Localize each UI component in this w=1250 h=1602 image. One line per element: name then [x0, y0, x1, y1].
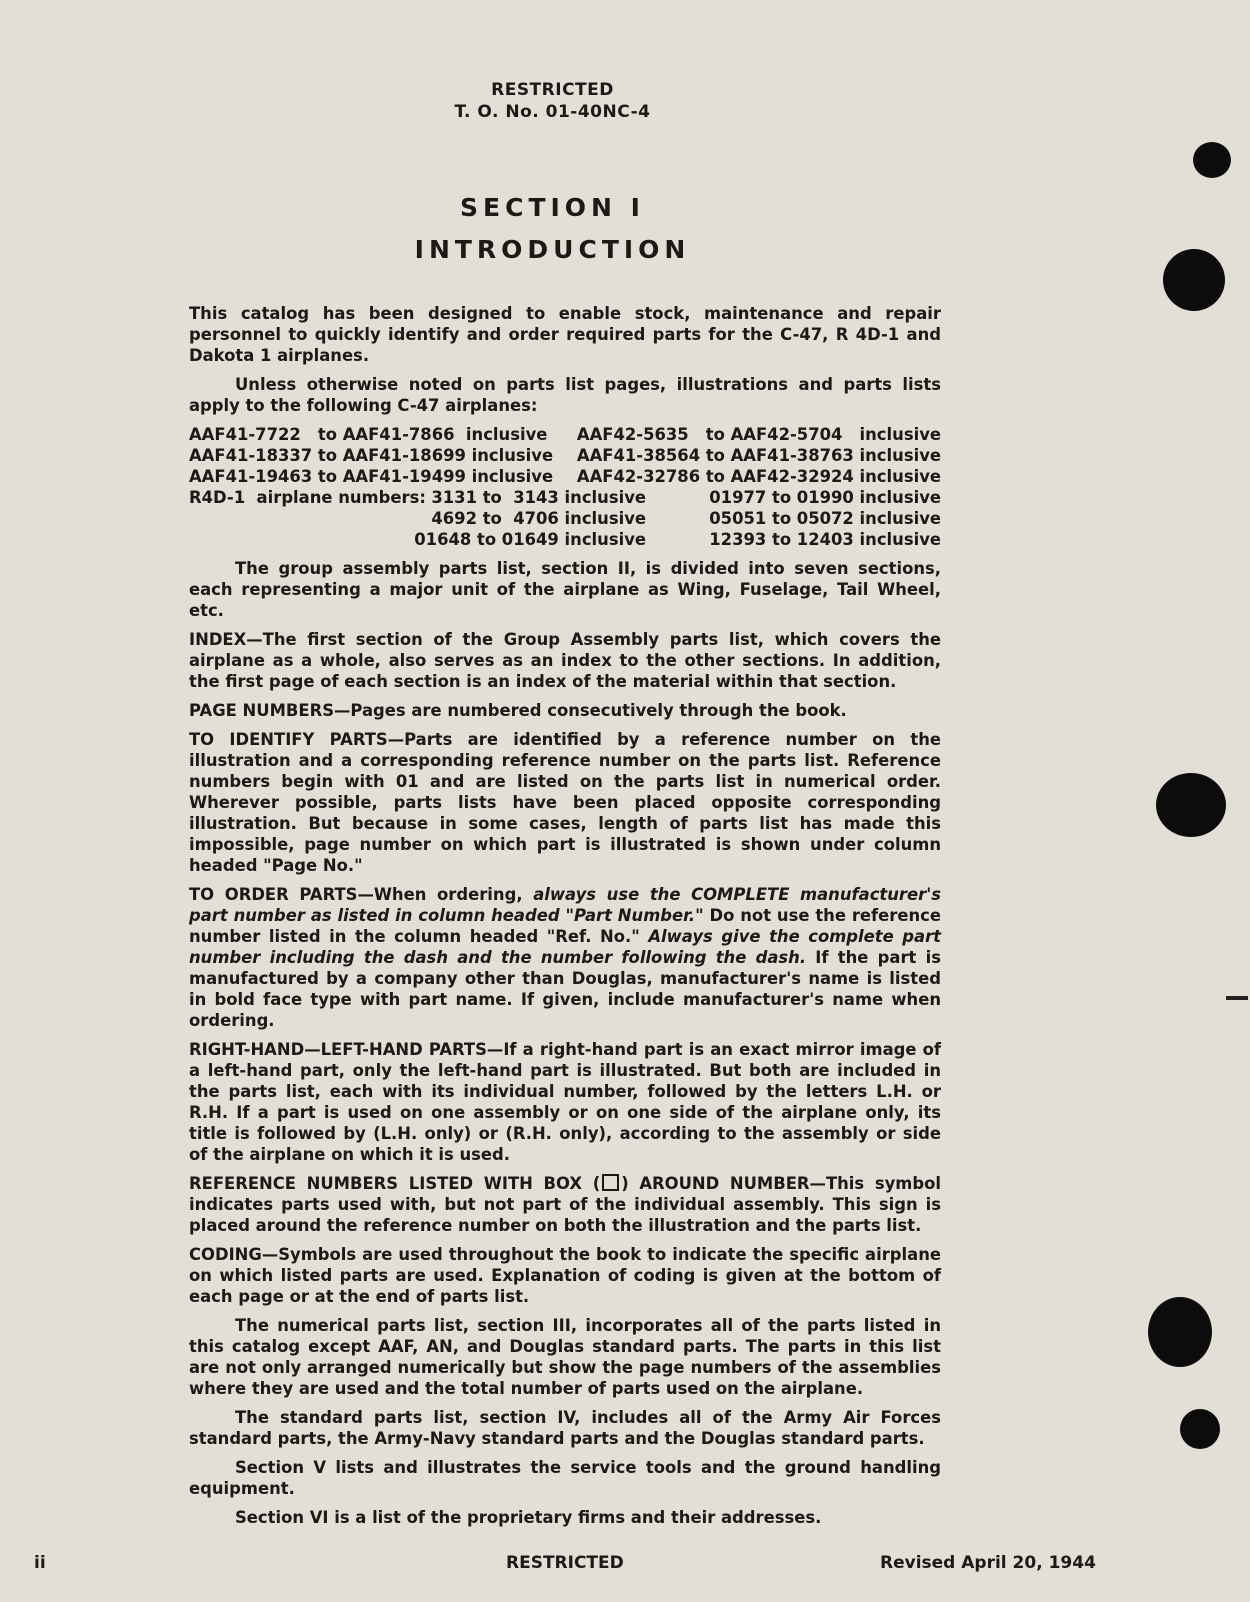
binder-hole-icon	[1180, 1409, 1220, 1449]
page-numbers-text: Pages are numbered consecutively through the book.	[350, 701, 847, 720]
serial-range: 3131 to 3143 inclusive	[431, 488, 646, 507]
serial-row	[189, 508, 941, 529]
order-text: If the part is manufactured by a company other than Douglas, manufacturer's name is listed in bold face type with part name. If given, include manufacturer's name when ordering.	[189, 948, 941, 1030]
standard-list-paragraph: The standard parts list, section IV, includes all of the Army Air Forces standard parts, the Army-Navy standard parts and the Douglas standard parts.	[189, 1408, 941, 1448]
binder-hole-icon	[1156, 773, 1226, 837]
intro-paragraph: This catalog has been designed to enable stock, maintenance and repair personnel to quickly identify and order required parts for the C-47, R 4D-1 and Dakota 1 airplanes.	[189, 304, 941, 365]
serial-row	[189, 487, 941, 508]
serial-row	[189, 424, 941, 445]
rhlh-heading: RIGHT-HAND—LEFT-HAND PARTS—	[189, 1040, 504, 1059]
index-paragraph	[189, 629, 941, 692]
binder-hole-icon	[1148, 1297, 1212, 1367]
serial-range: 05051 to 05072 inclusive	[709, 509, 941, 528]
section-vi-paragraph: Section VI is a list of the proprietary firms and their addresses.	[235, 1508, 822, 1527]
serial-range: AAF41-19463 to AAF41-19499 inclusive	[189, 467, 554, 486]
right-left-hand-paragraph	[189, 1039, 941, 1165]
index-heading: INDEX—	[189, 630, 263, 649]
order-text: listed in the column headed "Ref. No."	[260, 927, 649, 946]
serial-range: 01977 to 01990 inclusive	[709, 488, 941, 507]
section-title: INTRODUCTION	[414, 235, 691, 264]
section-number: SECTION I	[460, 193, 645, 222]
margin-mark-icon	[1226, 996, 1248, 1000]
serial-range: AAF41-38564 to AAF41-38763 inclusive	[576, 446, 941, 465]
page-numbers-paragraph	[189, 700, 941, 721]
coding-paragraph	[189, 1244, 941, 1307]
order-emphasis: always use the COMPLETE manufacturer's part number as listed in column headed "Part Number."	[189, 885, 941, 925]
serial-range: 01648 to 01649 inclusive	[414, 530, 646, 549]
group-assembly-paragraph: The group assembly parts list, section II, is divided into seven sections, each representing a major unit of the airplane as Wing, Fuselage, Tail Wheel, etc.	[189, 559, 941, 620]
serial-range: AAF41-7722 to AAF41-7866 inclusive	[189, 425, 548, 444]
rhlh-text: If a right-hand part is an exact mirror image of a left-hand part, only the left-hand part is illustrated. But both are included in the parts list, each with its individual number, followed by the letters L.H. or R.H. If a part is used on one assembly or on one side of the airplane only, its title is followed by (L.H. only) or (R.H. only), according to the assembly or side of the airplane on which it is used.	[189, 1040, 942, 1164]
r4d-label: R4D-1 airplane numbers:	[189, 488, 426, 507]
reference-box-paragraph	[189, 1173, 941, 1236]
order-heading: TO ORDER PARTS—	[189, 885, 374, 904]
footer-revision-date: Revised April 20, 1944	[880, 1553, 1096, 1573]
numerical-list-paragraph: The numerical parts list, section III, incorporates all of the parts listed in this catalog except AAF, AN, and Douglas standard parts. The parts in this list are not only arranged numerically but show the page numbers of the assemblies where they are used and the total number of parts used on the airplane.	[189, 1316, 941, 1398]
section-v-paragraph: Section V lists and illustrates the service tools and the ground handling equipment.	[189, 1458, 941, 1498]
body-text	[189, 303, 941, 1536]
identify-text: Parts are identified by a reference number on the illustration and a corresponding reference number on the parts list. Reference numbers begin with 01 and are listed on the parts list in numerical order. Wherever possible, parts lists have been placed opposite corresponding illustration. But because in some cases, length of parts list has made this impossible, page number on which part is illustrated is shown under column headed "Page No."	[189, 730, 941, 875]
serial-row	[189, 529, 941, 550]
refbox-text: This symbol indicates parts used with, but not part of the individual assembly. This sign is placed around the reference number on both the illustration and the parts list.	[189, 1174, 941, 1235]
serial-row	[189, 466, 941, 487]
order-text: When ordering,	[373, 885, 534, 904]
serial-number-table	[189, 424, 941, 550]
serial-range: AAF42-5635 to AAF42-5704 inclusive	[576, 425, 941, 444]
binder-hole-icon	[1163, 249, 1225, 311]
identify-parts-paragraph	[189, 729, 941, 876]
index-text: The first section of the Group Assembly parts list, which covers the airplane as a whole, also serves as an index to the other sections. In addition, the first page of each section is an index of the material within that section.	[189, 630, 941, 691]
refbox-heading: ) AROUND NUMBER—	[621, 1174, 826, 1193]
order-emphasis: Always give the complete part number including the dash and the number following the dash.	[189, 927, 942, 967]
binder-hole-icon	[1193, 142, 1231, 178]
serial-row	[189, 445, 941, 466]
order-parts-paragraph	[189, 884, 941, 1031]
serial-range: 4692 to 4706 inclusive	[431, 509, 646, 528]
footer-page-number: ii	[34, 1553, 46, 1573]
applicability-paragraph: Unless otherwise noted on parts list pages, illustrations and parts lists apply to the following C-47 airplanes:	[189, 375, 941, 415]
identify-heading: TO IDENTIFY PARTS—	[189, 730, 405, 749]
serial-range: 12393 to 12403 inclusive	[709, 530, 941, 549]
serial-range: AAF41-18337 to AAF41-18699 inclusive	[189, 446, 554, 465]
header-to-number: T. O. No. 01-40NC-4	[454, 102, 651, 122]
footer-classification: RESTRICTED	[506, 1553, 624, 1573]
coding-heading: CODING—	[189, 1245, 279, 1264]
coding-text: Symbols are used throughout the book to indicate the specific airplane on which listed parts are used. Explanation of coding is given at the bottom of each page or at the end of parts list.	[189, 1245, 941, 1306]
order-bold: Do not use the reference number	[189, 906, 941, 946]
box-symbol-icon	[602, 1174, 619, 1191]
refbox-heading: REFERENCE NUMBERS LISTED WITH BOX (	[189, 1174, 601, 1193]
page-numbers-heading: PAGE NUMBERS—	[189, 701, 351, 720]
header-classification: RESTRICTED	[491, 80, 614, 100]
serial-range: AAF42-32786 to AAF42-32924 inclusive	[576, 467, 941, 486]
